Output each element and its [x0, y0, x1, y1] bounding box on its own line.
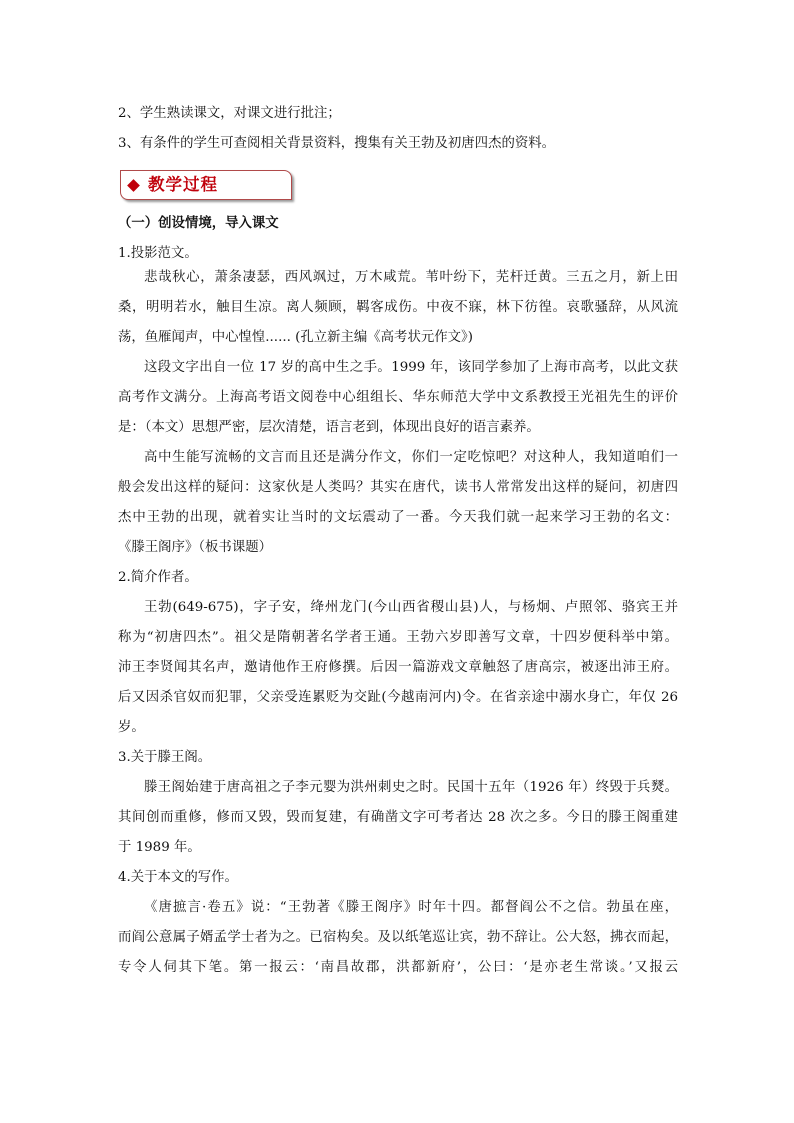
text-line: 这段文字出自一位 17 岁的高中生之手。1999 年，该同学参加了上海市高考，以此文获	[144, 360, 678, 375]
section-title: 教学过程	[148, 175, 218, 194]
item-title: 3.关于滕王阁。	[118, 750, 212, 765]
text-line: 沛王李贤闻其名声，邀请他作王府修撰。后因一篇游戏文章触怒了唐高宗，被逐出沛王府。	[118, 660, 678, 675]
paragraph	[118, 446, 678, 560]
text-line: 般会发出这样的疑问：这家伙是人类吗？其实在唐代，读书人常常发出这样的疑问，初唐四	[118, 480, 678, 495]
paragraph	[118, 266, 678, 350]
text-line: 岁。	[118, 720, 145, 735]
text-line: 于 1989 年。	[118, 840, 201, 855]
text-line: 《唐摭言·卷五》说：“王勃著《滕王阁序》时年十四。都督阎公不之信。勃虽在座，	[144, 900, 678, 915]
subsection-heading: （一）创设情境，导入课文	[118, 216, 279, 231]
text-line: 其间创而重修，修而又毁，毁而复建，有确凿文字可考者达 28 次之多。今日的滕王阁重建	[118, 810, 678, 825]
text-line: 杰中王勃的出现，就着实让当时的文坛震动了一番。今天我们就一起来学习王勃的名文：	[118, 510, 678, 525]
intro-line: 3、有条件的学生可查阅相关背景资料，搜集有关王勃及初唐四杰的资料。	[118, 136, 556, 151]
text-line: 高中生能写流畅的文言而且还是满分作文，你们一定吃惊吧？对这种人，我知道咱们一	[144, 450, 678, 465]
document-body	[118, 102, 678, 980]
text-line: 《滕王阁序》（板书课题）	[118, 540, 272, 555]
diamond-bullet-icon	[127, 179, 140, 192]
item-title: 2.简介作者。	[118, 570, 198, 585]
text-line: 是：（本文）思想严密，层次清楚，语言老到，体现出良好的语言素养。	[118, 420, 540, 435]
paragraph	[118, 776, 678, 860]
text-line: 后又因杀官奴而犯罪，父亲受连累贬为交趾(今越南河内)令。在省亲途中溺水身亡，年仅 26	[118, 690, 678, 705]
text-line: 桑，明明若水，触目生凉。离人频顾，羁客成伤。中夜不寐，林下彷徨。哀歌骚辞，从风流	[118, 300, 678, 315]
text-line: 荡，鱼雁闻声，中心惶惶...... (孔立新主编《高考状元作文》)	[118, 330, 473, 345]
text-line: 滕王阁始建于唐高祖之子李元婴为洪州刺史之时。民国十五年（1926 年）终毁于兵燹。	[144, 780, 678, 795]
item-title: 1.投影范文。	[118, 246, 198, 261]
text-line: 高考作文满分。上海高考语文阅卷中心组组长、华东师范大学中文系教授王光祖先生的评价	[118, 390, 678, 405]
paragraph	[118, 596, 678, 740]
text-line: 而阎公意属子婿孟学士者为之。已宿构矣。及以纸笔巡让宾，勃不辞让。公大怒，拂衣而起，	[118, 930, 678, 945]
intro-line: 2、学生熟读课文，对课文进行批注；	[118, 106, 341, 121]
section-banner	[120, 170, 292, 200]
text-line: 王勃(649-675)，字子安，绛州龙门(今山西省稷山县)人，与杨炯、卢照邻、骆宾王并	[144, 600, 678, 615]
text-line: 专令人伺其下笔。第一报云：‘南昌故郡，洪都新府’，公曰：‘是亦老生常谈。’又报云	[118, 960, 678, 975]
paragraph	[118, 896, 678, 980]
text-line: 悲哉秋心，萧条凄瑟，西风飒过，万木咸荒。苇叶纷下，芜杆迁黄。三五之月，新上田	[144, 270, 678, 285]
text-line: 称为“初唐四杰”。祖父是隋朝著名学者王通。王勃六岁即善写文章，十四岁便科举中第。	[118, 630, 678, 645]
paragraph	[118, 356, 678, 440]
item-title: 4.关于本文的写作。	[118, 870, 238, 885]
